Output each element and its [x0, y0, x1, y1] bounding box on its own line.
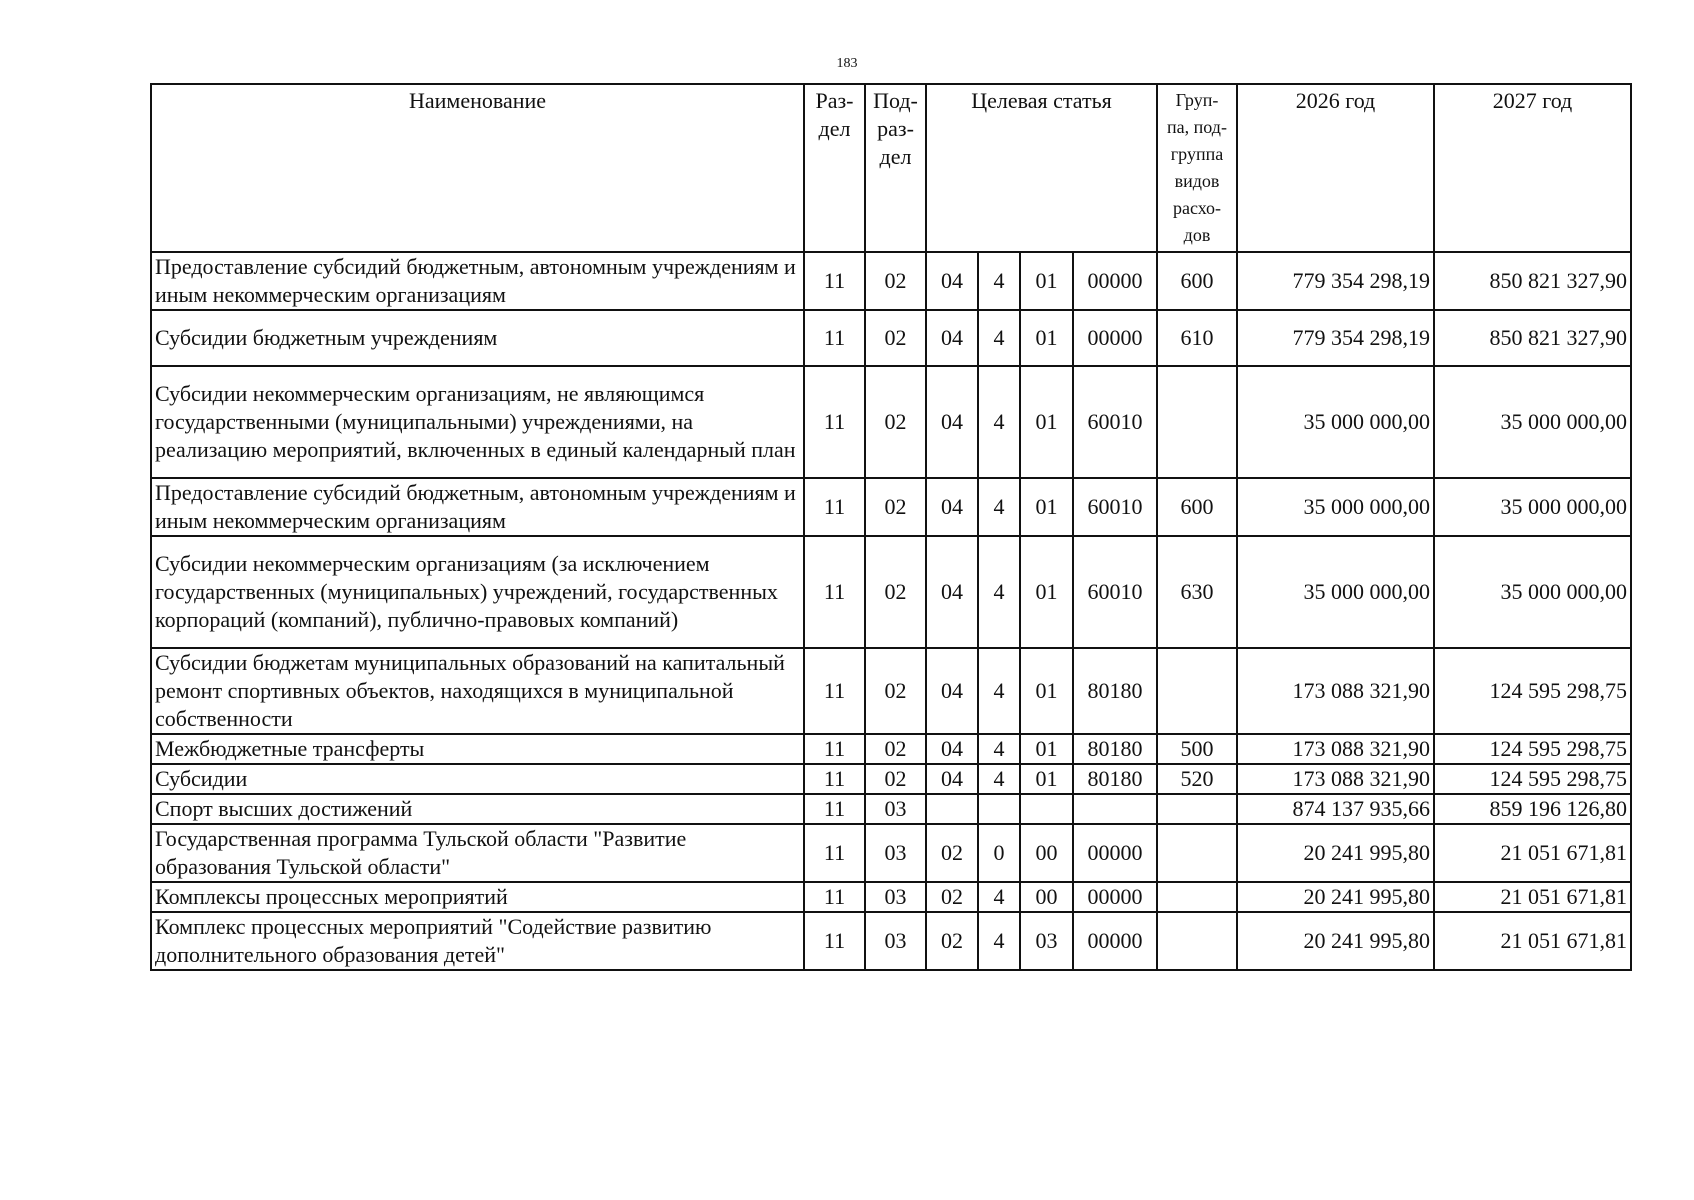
table-cell-2026: 35 000 000,00 — [1237, 478, 1434, 536]
table-cell-target-1: 02 — [926, 824, 978, 882]
table-cell-group: 600 — [1157, 478, 1237, 536]
table-cell-razdel: 11 — [804, 252, 865, 310]
table-cell-podrazdel: 02 — [865, 648, 926, 734]
table-header-row — [151, 84, 1631, 252]
table-cell-target-1: 02 — [926, 912, 978, 970]
table-cell-razdel: 11 — [804, 310, 865, 366]
table-cell-2027: 35 000 000,00 — [1434, 536, 1631, 648]
table-cell-podrazdel: 03 — [865, 912, 926, 970]
table-row — [151, 648, 1631, 734]
table-cell-2026: 20 241 995,80 — [1237, 824, 1434, 882]
header-razdel: Раз- дел — [804, 84, 865, 252]
table-cell-target-4: 00000 — [1073, 824, 1157, 882]
header-group: Груп- па, под- группа видов расхо- дов — [1157, 84, 1237, 252]
table-cell-group — [1157, 912, 1237, 970]
header-podrazdel: Под- раз- дел — [865, 84, 926, 252]
table-cell-name: Субсидии бюджетным учреждениям — [151, 310, 804, 366]
page-number: 183 — [836, 56, 858, 71]
table-cell-2027: 35 000 000,00 — [1434, 366, 1631, 478]
table-row — [151, 734, 1631, 764]
table-cell-group — [1157, 882, 1237, 912]
table-cell-2026: 874 137 935,66 — [1237, 794, 1434, 824]
table-cell-target-2: 4 — [978, 478, 1020, 536]
table-cell-target-1: 04 — [926, 648, 978, 734]
table-cell-2026: 779 354 298,19 — [1237, 252, 1434, 310]
table-cell-target-3: 01 — [1020, 366, 1073, 478]
table-cell-target-1: 04 — [926, 536, 978, 648]
table-cell-2026: 35 000 000,00 — [1237, 536, 1434, 648]
table-cell-target-2: 4 — [978, 912, 1020, 970]
table-cell-2027: 21 051 671,81 — [1434, 824, 1631, 882]
table-row — [151, 882, 1631, 912]
table-cell-target-4: 80180 — [1073, 764, 1157, 794]
table-cell-group: 610 — [1157, 310, 1237, 366]
table-cell-razdel: 11 — [804, 536, 865, 648]
table-cell-group — [1157, 366, 1237, 478]
table-cell-razdel: 11 — [804, 366, 865, 478]
table-cell-group: 520 — [1157, 764, 1237, 794]
table-row — [151, 478, 1631, 536]
table-cell-target-4: 00000 — [1073, 912, 1157, 970]
table-cell-2027: 850 821 327,90 — [1434, 252, 1631, 310]
table-cell-target-2: 4 — [978, 648, 1020, 734]
table-cell-target-1: 04 — [926, 310, 978, 366]
table-cell-podrazdel: 02 — [865, 252, 926, 310]
header-target: Целевая статья — [926, 84, 1157, 252]
table-cell-target-2: 0 — [978, 824, 1020, 882]
table-cell-target-1: 02 — [926, 882, 978, 912]
table-cell-podrazdel: 02 — [865, 366, 926, 478]
table-cell-podrazdel: 03 — [865, 824, 926, 882]
table-row — [151, 310, 1631, 366]
table-cell-name: Субсидии — [151, 764, 804, 794]
table-cell-2027: 21 051 671,81 — [1434, 912, 1631, 970]
table-cell-target-3: 01 — [1020, 734, 1073, 764]
table-cell-target-4: 60010 — [1073, 478, 1157, 536]
table-cell-target-1: 04 — [926, 366, 978, 478]
table-cell-razdel: 11 — [804, 912, 865, 970]
table-cell-podrazdel: 02 — [865, 478, 926, 536]
table-cell-2026: 173 088 321,90 — [1237, 648, 1434, 734]
table-cell-group: 600 — [1157, 252, 1237, 310]
table-cell-name: Комплекс процессных мероприятий "Содействие развитию дополнительного образования детей" — [151, 912, 804, 970]
table-cell-podrazdel: 03 — [865, 882, 926, 912]
table-cell-name: Предоставление субсидий бюджетным, автономным учреждениям и иным некоммерческим организациям — [151, 478, 804, 536]
table-cell-target-4: 80180 — [1073, 734, 1157, 764]
table-cell-target-4: 60010 — [1073, 536, 1157, 648]
table-cell-target-3: 01 — [1020, 252, 1073, 310]
table-cell-2027: 21 051 671,81 — [1434, 882, 1631, 912]
table-cell-target-2: 4 — [978, 764, 1020, 794]
table-row — [151, 536, 1631, 648]
table-cell-target-2: 4 — [978, 882, 1020, 912]
header-2027: 2027 год — [1434, 84, 1631, 252]
table-cell-group — [1157, 794, 1237, 824]
table-cell-2027: 35 000 000,00 — [1434, 478, 1631, 536]
table-cell-target-2: 4 — [978, 252, 1020, 310]
table-cell-target-3: 01 — [1020, 764, 1073, 794]
table-cell-target-1: 04 — [926, 252, 978, 310]
table-cell-target-1: 04 — [926, 764, 978, 794]
table-cell-target-3: 00 — [1020, 882, 1073, 912]
table-cell-target-2: 4 — [978, 536, 1020, 648]
table-cell-target-1: 04 — [926, 478, 978, 536]
table-cell-2027: 124 595 298,75 — [1434, 734, 1631, 764]
table-row — [151, 912, 1631, 970]
table-cell-razdel: 11 — [804, 764, 865, 794]
table-cell-group: 630 — [1157, 536, 1237, 648]
table-cell-2026: 35 000 000,00 — [1237, 366, 1434, 478]
table-cell-group: 500 — [1157, 734, 1237, 764]
table-cell-target-3: 01 — [1020, 536, 1073, 648]
table-cell-2026: 20 241 995,80 — [1237, 882, 1434, 912]
header-name: Наименование — [151, 84, 804, 252]
table-cell-target-3: 00 — [1020, 824, 1073, 882]
table-row — [151, 824, 1631, 882]
table-row — [151, 366, 1631, 478]
table-cell-podrazdel: 03 — [865, 794, 926, 824]
table-cell-target-4: 00000 — [1073, 310, 1157, 366]
table-cell-target-3: 03 — [1020, 912, 1073, 970]
table-cell-name: Комплексы процессных мероприятий — [151, 882, 804, 912]
table-cell-2026: 173 088 321,90 — [1237, 764, 1434, 794]
table-cell-podrazdel: 02 — [865, 310, 926, 366]
table-cell-target-3: 01 — [1020, 310, 1073, 366]
table-cell-name: Субсидии бюджетам муниципальных образований на капитальный ремонт спортивных объектов, находящихся в муниципальной собственности — [151, 648, 804, 734]
table-cell-target-3: 01 — [1020, 648, 1073, 734]
table-cell-razdel: 11 — [804, 794, 865, 824]
table-cell-name: Спорт высших достижений — [151, 794, 804, 824]
table-cell-2026: 779 354 298,19 — [1237, 310, 1434, 366]
table-cell-razdel: 11 — [804, 478, 865, 536]
table-cell-target-4: 80180 — [1073, 648, 1157, 734]
table-cell-target-4 — [1073, 794, 1157, 824]
table-cell-target-2 — [978, 794, 1020, 824]
table-cell-2026: 173 088 321,90 — [1237, 734, 1434, 764]
table-cell-target-2: 4 — [978, 366, 1020, 478]
table-cell-target-3 — [1020, 794, 1073, 824]
table-cell-2027: 859 196 126,80 — [1434, 794, 1631, 824]
table-cell-2026: 20 241 995,80 — [1237, 912, 1434, 970]
table-cell-target-2: 4 — [978, 734, 1020, 764]
table-cell-razdel: 11 — [804, 882, 865, 912]
table-cell-target-2: 4 — [978, 310, 1020, 366]
table-cell-podrazdel: 02 — [865, 734, 926, 764]
table-cell-podrazdel: 02 — [865, 536, 926, 648]
table-cell-name: Предоставление субсидий бюджетным, автономным учреждениям и иным некоммерческим организациям — [151, 252, 804, 310]
table-row — [151, 252, 1631, 310]
table-cell-razdel: 11 — [804, 648, 865, 734]
table-cell-name: Межбюджетные трансферты — [151, 734, 804, 764]
table-cell-name: Государственная программа Тульской области "Развитие образования Тульской области" — [151, 824, 804, 882]
header-2026: 2026 год — [1237, 84, 1434, 252]
table-cell-target-4: 00000 — [1073, 882, 1157, 912]
table-cell-target-3: 01 — [1020, 478, 1073, 536]
table-cell-2027: 850 821 327,90 — [1434, 310, 1631, 366]
table-cell-group — [1157, 648, 1237, 734]
table-cell-2027: 124 595 298,75 — [1434, 764, 1631, 794]
table-row — [151, 794, 1631, 824]
budget-table — [150, 83, 1632, 971]
table-cell-razdel: 11 — [804, 734, 865, 764]
table-cell-name: Субсидии некоммерческим организациям, не являющимся государственными (муниципальными) учреждениями, на реализацию мероприятий, включенных в единый календарный план — [151, 366, 804, 478]
table-cell-target-1: 04 — [926, 734, 978, 764]
table-cell-razdel: 11 — [804, 824, 865, 882]
table-cell-target-4: 60010 — [1073, 366, 1157, 478]
table-cell-group — [1157, 824, 1237, 882]
table-cell-podrazdel: 02 — [865, 764, 926, 794]
table-cell-target-4: 00000 — [1073, 252, 1157, 310]
table-row — [151, 764, 1631, 794]
table-cell-name: Субсидии некоммерческим организациям (за исключением государственных (муниципальных) учреждений, государственных корпораций (компаний), публично-правовых компаний) — [151, 536, 804, 648]
table-cell-2027: 124 595 298,75 — [1434, 648, 1631, 734]
table-cell-target-1 — [926, 794, 978, 824]
